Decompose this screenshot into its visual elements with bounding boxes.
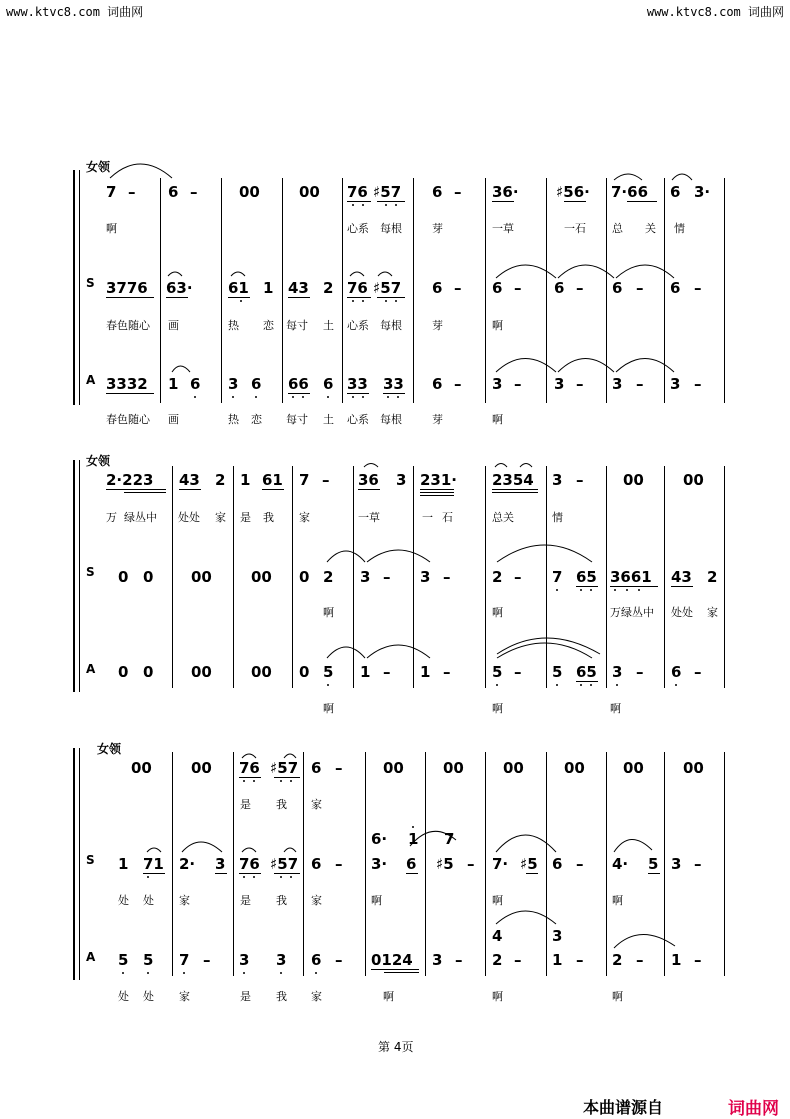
note: 33	[383, 375, 404, 393]
note: 00	[251, 663, 272, 681]
note: –	[694, 279, 702, 297]
lyric: 啊	[492, 990, 503, 1003]
lyric: 啊	[492, 894, 503, 907]
note: 0124	[371, 951, 413, 969]
note: –	[514, 951, 522, 969]
note: –	[636, 951, 644, 969]
note: 5	[552, 663, 563, 681]
note: –	[467, 855, 475, 873]
lyric: 处	[143, 894, 154, 907]
note: ♯57	[373, 279, 402, 297]
lyric: 啊	[492, 413, 503, 426]
alto-label: A	[86, 662, 96, 676]
note: 3	[552, 471, 563, 489]
note: –	[443, 663, 451, 681]
note: 4·	[612, 855, 629, 873]
note: 6	[432, 183, 443, 201]
note: ♯57	[373, 183, 402, 201]
note: 6	[552, 855, 563, 873]
lyric: 芽	[432, 413, 443, 426]
note: –	[636, 663, 644, 681]
lyric: 每寸	[286, 319, 308, 332]
note: 0	[299, 663, 310, 681]
note: –	[335, 951, 343, 969]
lyric: 啊	[323, 606, 334, 619]
lyric: 恋	[251, 413, 262, 426]
note: –	[190, 183, 198, 201]
note: 3	[552, 927, 563, 945]
note: 6	[670, 279, 681, 297]
lyric: 啊	[383, 990, 394, 1003]
note: 00	[131, 759, 152, 777]
lyric: 关	[645, 222, 656, 235]
note: 3·	[371, 855, 388, 873]
lead-label: 女领	[86, 454, 111, 468]
header-right-watermark: www.ktvc8.com 词曲网	[646, 5, 784, 19]
lyric: 心系	[347, 222, 369, 235]
note: 1	[360, 663, 371, 681]
note: 00	[299, 183, 320, 201]
note: ♯5	[436, 855, 454, 873]
lyric: 每寸	[286, 413, 308, 426]
note: 65	[576, 568, 597, 586]
note: –	[335, 855, 343, 873]
note: 7	[299, 471, 310, 489]
note: 3	[215, 855, 226, 873]
lyric: 是	[240, 511, 251, 524]
lyric: 啊	[612, 990, 623, 1003]
lyric: 画	[168, 319, 179, 332]
note: –	[694, 951, 702, 969]
lyric: 我	[276, 990, 287, 1003]
note: –	[636, 279, 644, 297]
note: 2	[707, 568, 718, 586]
note: 3661	[610, 568, 652, 586]
note: 3	[228, 375, 239, 393]
note: 6·	[371, 830, 388, 848]
note: 2	[492, 568, 503, 586]
lyric: 我	[276, 798, 287, 811]
note: –	[514, 375, 522, 393]
note: 7	[444, 830, 455, 848]
note: 43	[179, 471, 200, 489]
lyric: 情	[552, 511, 563, 524]
note: 3	[554, 375, 565, 393]
note: 71	[143, 855, 164, 873]
note: 3	[432, 951, 443, 969]
lyric: 处	[118, 894, 129, 907]
note: 6	[432, 279, 443, 297]
note: –	[383, 568, 391, 586]
note: 6	[671, 663, 682, 681]
soprano-label: S	[86, 853, 95, 867]
soprano-label: S	[86, 276, 95, 290]
note: ♯5	[520, 855, 538, 873]
note: 3	[612, 663, 623, 681]
note: 1	[168, 375, 179, 393]
note: 36	[358, 471, 379, 489]
lyric: 土	[323, 319, 334, 332]
note: 2	[612, 951, 623, 969]
lyric: 总	[612, 222, 623, 235]
lyric: 家	[311, 990, 322, 1003]
lyric: 我	[263, 511, 274, 524]
note: –	[694, 375, 702, 393]
lyric: 每根	[380, 319, 402, 332]
lyric: 一石	[564, 222, 586, 235]
lyric: 啊	[492, 702, 503, 715]
note: 76	[347, 183, 368, 201]
lyric: 一	[422, 511, 433, 524]
lyric: 啊	[610, 702, 621, 715]
soprano-label: S	[86, 565, 95, 579]
note: 3332	[106, 375, 148, 393]
note: 3	[670, 375, 681, 393]
lyric: 万	[106, 511, 117, 524]
note: 76	[239, 759, 260, 777]
note: 6	[168, 183, 179, 201]
note: 00	[623, 471, 644, 489]
note: –	[335, 759, 343, 777]
note: ♯56·	[556, 183, 590, 201]
note: 0	[143, 568, 154, 586]
note: 63·	[166, 279, 193, 297]
note: 6	[406, 855, 417, 873]
note: 43	[288, 279, 309, 297]
lyric: 啊	[106, 222, 117, 235]
note: 5	[143, 951, 154, 969]
note: 1	[240, 471, 251, 489]
note: 2	[323, 279, 334, 297]
note: 00	[683, 471, 704, 489]
note: 2·	[179, 855, 196, 873]
note: 3	[420, 568, 431, 586]
lyric: 情	[674, 222, 685, 235]
note: 36·	[492, 183, 519, 201]
lyric: 家	[179, 990, 190, 1003]
note: 6	[612, 279, 623, 297]
note: 1	[420, 663, 431, 681]
lyric: 心系	[347, 319, 369, 332]
lyric: 热	[228, 413, 239, 426]
lyric: 一草	[492, 222, 514, 235]
note: 00	[191, 568, 212, 586]
note: –	[128, 183, 136, 201]
lead-label: 女领	[86, 160, 111, 174]
note: 2	[323, 568, 334, 586]
lyric: 是	[240, 894, 251, 907]
lyric: 家	[299, 511, 310, 524]
note: –	[455, 951, 463, 969]
lyric: 啊	[371, 894, 382, 907]
footer-source-text: 本曲谱源自	[583, 1098, 664, 1117]
lyric: 绿丛中	[124, 511, 157, 524]
note: 7·	[492, 855, 509, 873]
lyric: 总关	[492, 511, 514, 524]
note: 0	[118, 663, 129, 681]
note: –	[576, 855, 584, 873]
lyric: 是	[240, 990, 251, 1003]
note: 00	[623, 759, 644, 777]
note: 61	[228, 279, 249, 297]
note: 3·	[694, 183, 711, 201]
lyric: 家	[707, 606, 718, 619]
note: 0	[118, 568, 129, 586]
note: 0	[299, 568, 310, 586]
lyric: 是	[240, 798, 251, 811]
lyric: 家	[179, 894, 190, 907]
note: 00	[383, 759, 404, 777]
lyric: 恋	[263, 319, 274, 332]
page-number: 第 4页	[378, 1040, 414, 1054]
note: –	[694, 855, 702, 873]
note: 6	[311, 951, 322, 969]
note: 7	[552, 568, 563, 586]
note: 76	[347, 279, 368, 297]
note: 3	[239, 951, 250, 969]
note: –	[203, 951, 211, 969]
lyric: 每根	[380, 222, 402, 235]
note: 6	[670, 183, 681, 201]
note: 231·	[420, 471, 458, 489]
lyric: 土	[323, 413, 334, 426]
note: –	[576, 951, 584, 969]
lyric: 万绿丛中	[610, 606, 654, 619]
note: 1	[408, 830, 419, 848]
note: –	[576, 375, 584, 393]
note: –	[576, 279, 584, 297]
lyric: 啊	[492, 319, 503, 332]
note: 6	[554, 279, 565, 297]
lead-label: 女领	[97, 742, 122, 756]
lyric: 啊	[492, 606, 503, 619]
note: –	[514, 279, 522, 297]
lyric: 芽	[432, 222, 443, 235]
lyric: 啊	[323, 702, 334, 715]
note: 33	[347, 375, 368, 393]
note: 2·223	[106, 471, 154, 489]
note: –	[514, 663, 522, 681]
note: 7	[179, 951, 190, 969]
note: ♯57	[270, 759, 299, 777]
lyric: 处	[143, 990, 154, 1003]
note: 6	[251, 375, 262, 393]
note: 00	[191, 663, 212, 681]
lyric: 每根	[380, 413, 402, 426]
note: –	[383, 663, 391, 681]
note: 00	[503, 759, 524, 777]
note: –	[576, 471, 584, 489]
lyric: 处处	[671, 606, 693, 619]
note: 4	[492, 927, 503, 945]
note: 2354	[492, 471, 534, 489]
note: –	[514, 568, 522, 586]
lyric: 心系	[347, 413, 369, 426]
note: 00	[443, 759, 464, 777]
note: 6	[311, 759, 322, 777]
lyric: 春色随心	[106, 413, 150, 426]
note: 3	[396, 471, 407, 489]
note: 00	[191, 759, 212, 777]
note: 2	[215, 471, 226, 489]
note: 6	[323, 375, 334, 393]
note: 1	[671, 951, 682, 969]
note: 1	[263, 279, 274, 297]
header-left-watermark: www.ktvc8.com 词曲网	[6, 5, 144, 19]
footer-logo[interactable]: 词曲网	[728, 1099, 779, 1119]
note: 3	[612, 375, 623, 393]
note: 6	[492, 279, 503, 297]
note: 3	[492, 375, 503, 393]
lyric: 画	[168, 413, 179, 426]
note: 3776	[106, 279, 148, 297]
lyric: 我	[276, 894, 287, 907]
note: 5	[118, 951, 129, 969]
note: 6	[432, 375, 443, 393]
note: 3	[276, 951, 287, 969]
lyric: 家	[311, 894, 322, 907]
note: 1	[118, 855, 129, 873]
note: ♯57	[270, 855, 299, 873]
lyric: 春色随心	[106, 319, 150, 332]
note: 61	[262, 471, 283, 489]
lyric: 啊	[612, 894, 623, 907]
lyric: 热	[228, 319, 239, 332]
note: –	[454, 183, 462, 201]
note: 43	[671, 568, 692, 586]
note: –	[322, 471, 330, 489]
note: 6	[190, 375, 201, 393]
lyric: 家	[311, 798, 322, 811]
note: 00	[239, 183, 260, 201]
alto-label: A	[86, 373, 96, 387]
lyric: 石	[442, 511, 453, 524]
note: 00	[683, 759, 704, 777]
note: 00	[251, 568, 272, 586]
note: 0	[143, 663, 154, 681]
note: 66	[288, 375, 309, 393]
note: 3	[671, 855, 682, 873]
note: 7·66	[611, 183, 649, 201]
lyric: 处处	[178, 511, 200, 524]
note: 5	[648, 855, 659, 873]
note: 6	[311, 855, 322, 873]
note: 1	[552, 951, 563, 969]
note: 5	[492, 663, 503, 681]
note: 00	[564, 759, 585, 777]
note: 7	[106, 183, 117, 201]
note: 3	[360, 568, 371, 586]
note: –	[454, 375, 462, 393]
note: –	[443, 568, 451, 586]
note: 5	[323, 663, 334, 681]
note: 2	[492, 951, 503, 969]
lyric: 家	[215, 511, 226, 524]
note: 65	[576, 663, 597, 681]
note: –	[454, 279, 462, 297]
note: –	[694, 663, 702, 681]
lyric: 芽	[432, 319, 443, 332]
lyric: 一草	[358, 511, 380, 524]
lyric: 处	[118, 990, 129, 1003]
note: –	[636, 375, 644, 393]
alto-label: A	[86, 950, 96, 964]
note: 76	[239, 855, 260, 873]
